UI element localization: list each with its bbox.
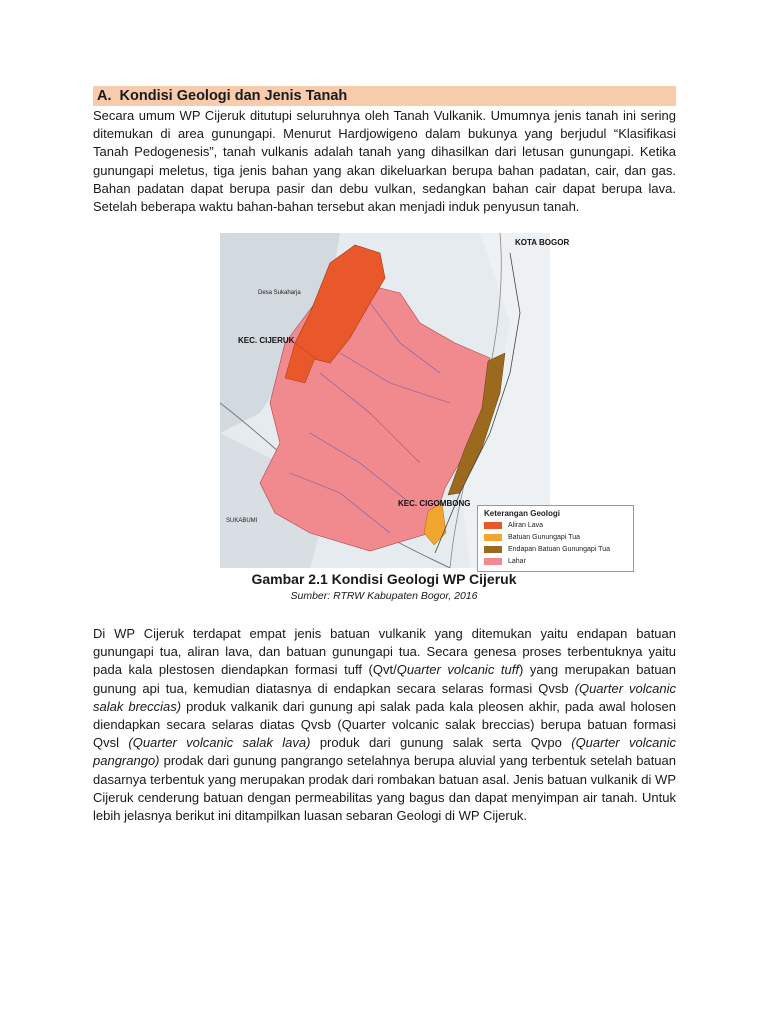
legend-label: Lahar: [508, 558, 526, 565]
italic-term: Quarter volcanic tuff: [396, 662, 519, 678]
map-label-kec-cigombong: KEC. CIGOMBONG: [398, 499, 471, 508]
text-run: produk valkanik dari gunung api salak pada kala pleosen akhir, pada awal holosen diendapkan secara selaras diatas Qvsb (Quarter volcanic salak breccias) berupa batuan formasi Qvsl: [93, 698, 676, 751]
map-label-kota-bogor: KOTA BOGOR: [515, 238, 570, 247]
figure-caption-source: Sumber: RTRW Kabupaten Bogor, 2016: [290, 590, 478, 602]
map-label-desa-sukaharja: Desa Sukaharja: [258, 290, 301, 296]
legend-item-aliran-lava: [484, 522, 543, 529]
section-letter: A.: [97, 88, 112, 104]
paragraph-geology-text: [93, 625, 676, 825]
map-label-sukabumi: SUKABUMI: [226, 518, 258, 524]
legend-item-lahar: [484, 558, 526, 565]
legend-label: Endapan Batuan Gunungapi Tua: [508, 546, 610, 553]
figure-caption-title: Gambar 2.1 Kondisi Geologi WP Cijeruk: [251, 571, 517, 587]
legend-swatch: [484, 546, 502, 553]
paragraph-geology: [93, 625, 676, 825]
legend-swatch: [484, 522, 502, 529]
italic-term: (Quarter volcanic salak breccias): [93, 680, 676, 714]
legend-label: Batuan Gunungapi Tua: [508, 534, 581, 541]
text-run: prodak dari gunung pangrango setelahnya berupa aluvial yang terbentuk setelah batuan dasarnya terbentuk yang merupakan prodak dari rombakan batuan asal. Jenis batuan vulkanik di WP Cijeruk cenderung batuan dengan permeabilitas yang bagus dan dapat menyimpan air tanah. Untuk lebih jelasnya berikut ini ditampilkan luasan sebaran Geologi di WP Cijeruk.: [93, 753, 676, 824]
section-heading: [93, 86, 676, 106]
legend-label: Aliran Lava: [508, 522, 544, 529]
text-run: ) yang merupakan batuan gunung api tua, kemudian diatasnya di endapkan secara selaras formasi Qvsb: [93, 662, 677, 696]
italic-term: (Quarter volcanic pangrango): [93, 735, 676, 769]
legend-item-endapan-batuan: [484, 546, 610, 553]
map-label-kec-cijeruk: KEC. CIJERUK: [238, 336, 295, 345]
paragraph-intro-text: Secara umum WP Cijeruk ditutupi seluruhnya oleh Tanah Vulkanik. Umumnya jenis tanah ini sering ditemukan di area gunungapi. Menurut Hardjowigeno dalam bukunya yang berjudul “Klasifikasi Tanah Pedogenesis”, tanah vulkanis adalah tanah yang dihasilkan dari letusan gunungapi. Ketika gunungapi meletus, tiga jenis bahan yang akan dikeluarkan berupa bahan padatan, cair, dan gas. Bahan padatan dapat berupa pasir dan debu vulkan, sedangkan bahan cair dapat berupa lava. Setelah beberapa waktu bahan-bahan tersebut akan menjadi induk penyusun tanah.: [93, 108, 676, 215]
legend-swatch: [484, 558, 502, 565]
section-title: Kondisi Geologi dan Jenis Tanah: [119, 88, 348, 104]
legend-item-batuan-gunungapi-tua: [484, 534, 580, 541]
legend-swatch: [484, 534, 502, 541]
legend-title: Keterangan Geologi: [484, 509, 561, 518]
italic-term: (Quarter volcanic salak lava): [128, 735, 311, 751]
text-run: produk dari gunung salak serta Qvpo: [310, 735, 572, 751]
paragraph-intro: [93, 107, 676, 216]
text-run: Di WP Cijeruk terdapat empat jenis batuan vulkanik yang ditemukan yaitu endapan batuan gunungapi tua, aliran lava, dan batuan gunungapi tua. Secara genesa proses terbentuknya yaitu pada kala plestosen diendapkan formasi tuff (Qvt/: [93, 626, 676, 678]
